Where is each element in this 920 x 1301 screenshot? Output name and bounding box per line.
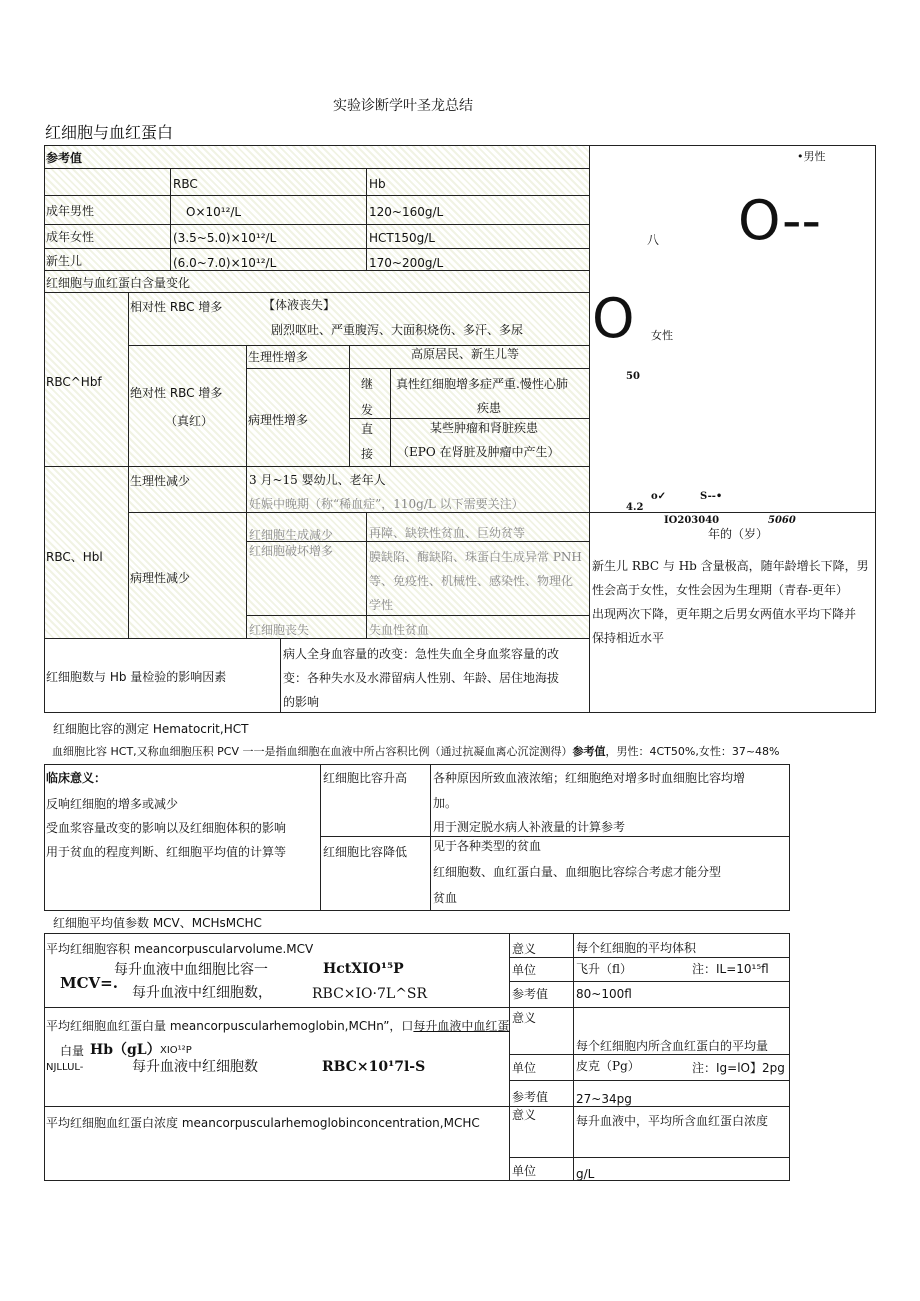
row-label: 成年女性 [46, 230, 95, 244]
rule [44, 292, 589, 293]
hct-down-text: 红细胞数、血红蛋白量、血细胞比容综合考虑才能分型 [433, 865, 722, 879]
factors-text: 的影响 [283, 695, 320, 709]
rule [789, 933, 790, 1181]
hct-title: 红细胞比容的测定 Hematocrit,HCT [53, 722, 249, 736]
physiological-decrease-text: 妊娠中晚期（称“稀血症”，110g/L 以下需要关注） [249, 497, 524, 511]
physiological-increase-label: 生理性增多 [248, 350, 309, 364]
loss-text: 失血性贫血 [369, 623, 430, 637]
pathological-decrease-label: 病理性减少 [130, 571, 191, 585]
x-axis-ticks: IO203040 [664, 515, 720, 526]
absolute-label: 绝对性 RBC 增多 [130, 386, 223, 400]
factors-label: 红细胞数与 Hb 量检验的影响因素 [46, 670, 227, 684]
chart-desc: 保持相近水平 [592, 631, 665, 645]
rule [44, 270, 589, 271]
col-hb: Hb [369, 177, 386, 191]
rule [44, 145, 876, 146]
hct-up-text: 用于测定脱水病人补液量的计算参考 [433, 820, 626, 834]
gen-text: 再障、缺铁性贫血、巨幼贫等 [369, 526, 526, 540]
rule [44, 933, 790, 934]
physiological-decrease-label: 生理性减少 [130, 474, 191, 488]
row-hb: HCT150g/L [369, 231, 435, 245]
mcv-note: 注：IL=10¹⁵fl [692, 962, 769, 976]
hct-up-text: 各种原因所致血液浓缩；红细胞绝对增多时血细胞比容均增 [433, 771, 746, 785]
mch-denominator-text: 每升血液中红细胞数 [132, 1059, 258, 1075]
increase-group-label: RBC^Hbf [46, 375, 102, 389]
rule [44, 638, 589, 639]
rule [44, 933, 45, 1181]
clinical-item: 反响红细胞的增多或减少 [46, 797, 179, 811]
secondary-label: 继 [361, 377, 374, 391]
clinical-item: 用于贫血的程度判断、红细胞平均值的计算等 [46, 845, 287, 859]
rule [573, 933, 574, 1181]
chart-desc: 性会高于女性，女性会因为生理期（青春-更年） [592, 583, 849, 597]
ref-label: 参考值 [512, 987, 549, 1001]
mchc-meaning: 每升血液中，平均所含血红蛋白浓度 [576, 1114, 769, 1128]
x-axis-label: 年的（岁） [708, 527, 769, 541]
rule [44, 248, 589, 249]
row-rbc: (3.5~5.0)×10¹²/L [173, 231, 277, 245]
physiological-decrease-text: 3 月~15 婴幼儿、老年人 [249, 473, 386, 487]
ref-rows-bg [45, 168, 589, 270]
mcv-ref: 80~100fl [576, 987, 632, 1001]
mcv-meaning: 每个红细胞的平均体积 [576, 941, 697, 955]
relative-label: 相对性 RBC 增多 [130, 300, 223, 314]
rule [44, 764, 45, 911]
big-o-marker: O-- [738, 189, 821, 252]
chart-mark: S--• [700, 491, 723, 502]
y-axis-tick: 50 [626, 371, 640, 382]
rule [44, 910, 790, 911]
rule [589, 145, 590, 713]
secondary-text: 疾患 [477, 401, 502, 415]
chart-mark: o✓ [651, 491, 667, 502]
rule [128, 512, 589, 513]
ref-label: 参考值 [512, 1090, 549, 1104]
unit-label: 单位 [512, 1164, 537, 1178]
destroy-text: 等、免疫性、机械性、感染性、物理化 [369, 574, 574, 588]
mch-eq-exp: XIO¹²P [160, 1045, 192, 1056]
secondary-text: 真性红细胞增多症严重.慢性心肺 [396, 377, 568, 391]
x-axis-tick-end: 5060 [768, 515, 796, 526]
rule [349, 368, 350, 466]
hct-desc-text: 血细胞比容 HCT,又称血细胞压积 PCV 一一是指血细胞在血液中所占容积比例（通过抗凝血离心沉淀测得） [52, 745, 573, 758]
row-label: 新生儿 [46, 254, 83, 268]
gen-label: 红细胞生成减少 [249, 528, 334, 542]
mean-label: 意义 [512, 1011, 537, 1025]
rule [170, 168, 171, 270]
rule [509, 1157, 790, 1158]
rule [509, 933, 510, 1181]
mch-unit: 皮克（Pg） [576, 1059, 640, 1073]
col-rbc: RBC [173, 177, 198, 191]
hct-ref-value: ，男性：4CT50%,女性：37~48% [605, 745, 780, 758]
mcv-eq: MCV=. [60, 974, 118, 992]
rule [44, 1180, 790, 1181]
hct-up-label: 红细胞比容升高 [323, 771, 408, 785]
factors-text: 变：各种失水及水滞留病人性别、年龄、居住地海拔 [283, 671, 560, 685]
legend-male: •男性 [797, 150, 826, 163]
relative-title: 【体液丧失】 [263, 298, 336, 312]
mch-eq-formula: Hb（gL） [90, 1042, 161, 1058]
chart-desc: 出现两次下降，更年期之后男女两值水平均下降并 [592, 607, 857, 621]
mch-denominator-formula: RBC×10¹7l-S [322, 1059, 426, 1075]
mch-name-underlined: 每升血液中血红蛋 [413, 1019, 510, 1033]
legend-female: 女性 [651, 329, 673, 342]
unit-label: 单位 [512, 963, 537, 977]
secondary-label: 发 [361, 403, 374, 417]
hct-desc [52, 744, 780, 760]
unit-label: 单位 [512, 1061, 537, 1075]
rule [246, 345, 247, 466]
rule [430, 764, 431, 911]
mcv-denominator-formula: RBC×IO·7L^SR [312, 986, 428, 1002]
mch-ref: 27~34pg [576, 1092, 632, 1106]
rule [246, 615, 589, 616]
rule [509, 1054, 790, 1055]
mchc-name: 平均红细胞血红蛋白浓度 meancorpuscularhemoglobinconcentration,MCHC [46, 1116, 480, 1130]
hct-ref-label: 参考值 [572, 745, 606, 758]
direct-text: 某些肿瘤和肾脏疾患 [430, 421, 539, 435]
mean-label: 意义 [512, 942, 537, 956]
rule [875, 145, 876, 713]
direct-text: （EPO 在肾脏及肿瘤中产生） [397, 445, 560, 459]
rule [246, 368, 589, 369]
mcv-name: 平均红细胞容积 meancorpuscularvolume.MCV [46, 942, 314, 956]
mchc-unit: g/L [576, 1167, 595, 1181]
relative-text: 剧烈呕吐、严重腹泻、大面积烧伤、多汗、多尿 [271, 323, 524, 337]
decrease-group-label: RBC、Hbl [46, 550, 103, 564]
mch-junk: NJLLUL- [46, 1062, 84, 1073]
row-label: 成年男性 [46, 204, 95, 218]
rule [44, 1106, 790, 1107]
rule [44, 712, 876, 713]
rule [366, 168, 367, 270]
rule [44, 1007, 790, 1008]
rule [349, 418, 589, 419]
physiological-increase-text: 高原居民、新生儿等 [411, 347, 520, 361]
clinical-item: 受血浆容量改变的影响以及红细胞体积的影响 [46, 821, 287, 835]
clinical-label: 临床意义： [46, 771, 107, 785]
mch-name [46, 1018, 509, 1034]
rule [509, 981, 790, 982]
rule [44, 224, 589, 225]
mch-meaning: 每个红细胞内所含血红蛋白的平均量 [576, 1039, 769, 1053]
section-title: 红细胞与血红蛋白 [45, 123, 174, 142]
change-header: 红细胞与血红蛋白含量变化 [46, 276, 191, 290]
loss-label: 红细胞丧失 [249, 623, 310, 637]
mch-note: 注：Ig=lO】2pg [692, 1061, 785, 1075]
rule [509, 1080, 790, 1081]
chart-desc: 新生儿 RBC 与 Hb 含量极高，随年龄增长下降，男 [592, 559, 869, 573]
absolute-sub: （真红） [165, 414, 214, 428]
rule [128, 292, 129, 638]
rule [246, 466, 247, 638]
mcv-denominator-text: 每升血液中红细胞数， [132, 985, 272, 1001]
mean-label: 意义 [512, 1108, 537, 1122]
rule [44, 466, 589, 467]
direct-label: 接 [361, 447, 374, 461]
hct-down-text: 见于各种类型的贫血 [433, 839, 542, 853]
rule [320, 764, 321, 911]
chart-glyph: 八 [647, 233, 660, 247]
mch-name-text: 平均红细胞血红蛋白量 meancorpuscularhemoglobin,MCHn”，口 [46, 1019, 414, 1033]
row-hb: 170~200g/L [369, 256, 444, 270]
mcv-unit: 飞升（fl） [576, 962, 633, 976]
rule [44, 764, 790, 765]
ref-header-bg [45, 146, 589, 168]
hct-down-label: 红细胞比容降低 [323, 845, 408, 859]
hct-down-text: 贫血 [433, 891, 458, 905]
mch-eq-prefix: 白量 [60, 1044, 85, 1058]
rule [366, 512, 367, 638]
row-rbc: (6.0~7.0)×10¹²/L [173, 256, 277, 270]
rule [128, 345, 589, 346]
hct-up-text: 加。 [433, 796, 458, 810]
direct-label: 直 [361, 422, 374, 436]
rule [509, 957, 790, 958]
rule [390, 368, 391, 466]
mcv-numerator-text: 每升血液中血细胞比容一 [114, 962, 268, 978]
y-axis-tick: 4.2 [626, 502, 644, 513]
rule [349, 345, 350, 368]
rule [44, 195, 589, 196]
rule [44, 168, 589, 169]
rule [44, 145, 45, 713]
rule [320, 836, 790, 837]
pathological-increase-label: 病理性增多 [248, 413, 309, 427]
indices-title: 红细胞平均值参数 MCV、MCHsMCHC [53, 916, 262, 930]
mcv-numerator-formula: HctXIO¹⁵P [323, 961, 404, 977]
destroy-text: 膜缺陷、酶缺陷、珠蛋白生成异常 PNH [369, 550, 582, 564]
big-o-marker: O [592, 287, 635, 350]
factors-text: 病人全身血容量的改变：急性失血全身血浆容量的改 [283, 647, 560, 661]
rule [280, 638, 281, 713]
destroy-label: 红细胞破坏增多 [249, 544, 334, 558]
row-hb: 120~160g/L [369, 205, 444, 219]
ref-header: 参考值 [46, 151, 83, 165]
destroy-text: 学性 [369, 598, 394, 612]
page-title: 实验诊断学叶圣龙总结 [333, 98, 473, 114]
rule [789, 764, 790, 911]
row-rbc: O×10¹²/L [186, 205, 242, 219]
